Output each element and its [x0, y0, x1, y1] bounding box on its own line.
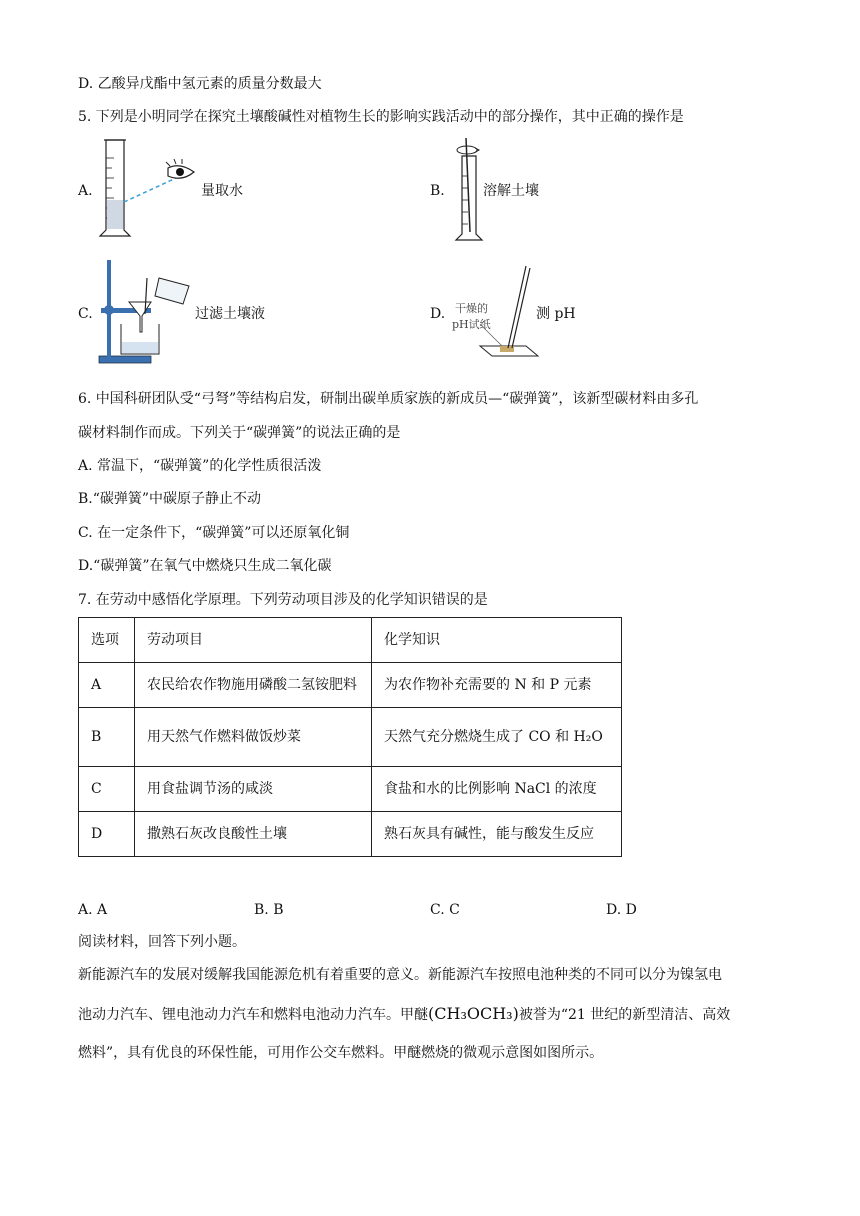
- ph-paper-label-line1: 干燥的: [455, 302, 488, 315]
- table-cell: C: [79, 767, 135, 812]
- q7-table: [78, 617, 622, 857]
- table-cell: A: [79, 663, 135, 708]
- table-row: [79, 663, 622, 708]
- answer-option-a: A. A: [78, 902, 108, 918]
- table-cell: B: [79, 708, 135, 767]
- q5-option-a-label: A.: [78, 183, 93, 199]
- paragraph-line2-text-a: 池动力汽车、锂电池动力汽车和燃料电池动力汽车。甲醚: [78, 1007, 428, 1023]
- table-cell: 用食盐调节汤的咸淡: [135, 767, 372, 812]
- table-row: [79, 812, 622, 857]
- filtration-apparatus-figure: [95, 256, 195, 366]
- q5-stem: 5. 下列是小明同学在探究土壤酸碱性对植物生长的影响实践活动中的部分操作，其中正确的操作是: [78, 109, 684, 125]
- paragraph-line2: [78, 1004, 730, 1025]
- q6-option-a: A. 常温下，“碳弹簧”的化学性质很活泼: [78, 458, 322, 474]
- table-cell: 为农作物补充需要的 N 和 P 元素: [372, 663, 622, 708]
- dimethyl-ether-formula: (CH₃OCH₃): [428, 1004, 519, 1023]
- table-cell: 熟石灰具有碱性，能与酸发生反应: [372, 812, 622, 857]
- table-row: [79, 767, 622, 812]
- q4-option-d: D. 乙酸异戊酯中氢元素的质量分数最大: [78, 76, 322, 92]
- q5-option-a-caption: 量取水: [201, 183, 243, 199]
- table-cell: 用天然气作燃料做饭炒菜: [135, 708, 372, 767]
- answer-option-c: C. C: [430, 902, 460, 918]
- measuring-cylinder-reading-figure: [96, 138, 206, 240]
- table-header-cell: 化学知识: [372, 618, 622, 663]
- q6-stem-line1: 6. 中国科研团队受“弓弩”等结构启发，研制出碳单质家族的新成员—“碳弹簧”，该新型碳材料由多孔: [78, 391, 699, 407]
- table-cell: D: [79, 812, 135, 857]
- table-cell: 农民给农作物施用磷酸二氢铵肥料: [135, 663, 372, 708]
- q6-option-d: D.“碳弹簧”在氧气中燃烧只生成二氧化碳: [78, 558, 332, 574]
- table-header-cell: 选项: [79, 618, 135, 663]
- q6-option-b: B.“碳弹簧”中碳原子静止不动: [78, 491, 262, 507]
- answer-option-b: B. B: [254, 902, 284, 918]
- q6-stem-line2: 碳材料制作而成。下列关于“碳弹簧”的说法正确的是: [78, 425, 401, 441]
- paragraph-line3: 燃料”，具有优良的环保性能，可用作公交车燃料。甲醚燃烧的微观示意图如图所示。: [78, 1045, 604, 1061]
- q5-option-b-caption: 溶解土壤: [483, 183, 539, 199]
- q6-option-c: C. 在一定条件下，“碳弹簧”可以还原氧化铜: [78, 525, 350, 541]
- q5-option-d-label: D.: [430, 306, 446, 322]
- q5-option-c-caption: 过滤土壤液: [195, 306, 265, 322]
- reading-instruction: 阅读材料，回答下列小题。: [78, 934, 246, 950]
- q5-option-d-caption: 测 pH: [536, 306, 576, 322]
- q5-option-b-label: B.: [430, 183, 445, 199]
- table-header-row: [79, 618, 622, 663]
- paragraph-line1: 新能源汽车的发展对缓解我国能源危机有着重要的意义。新能源汽车按照电池种类的不同可以分为镍氢电: [78, 967, 722, 983]
- answer-option-d: D. D: [606, 902, 637, 918]
- table-cell: 食盐和水的比例影响 NaCl 的浓度: [372, 767, 622, 812]
- ph-paper-label-line2: pH试纸: [452, 318, 491, 331]
- table-cell: 撒熟石灰改良酸性土壤: [135, 812, 372, 857]
- table-cell: 天然气充分燃烧生成了 CO 和 H₂O: [372, 708, 622, 767]
- paragraph-line2-text-b: 被誉为“21 世纪的新型清洁、高效: [518, 1007, 731, 1023]
- q7-stem: 7. 在劳动中感悟化学原理。下列劳动项目涉及的化学知识错误的是: [78, 592, 488, 608]
- table-header-cell: 劳动项目: [135, 618, 372, 663]
- q5-option-c-label: C.: [78, 306, 93, 322]
- table-row: [79, 708, 622, 767]
